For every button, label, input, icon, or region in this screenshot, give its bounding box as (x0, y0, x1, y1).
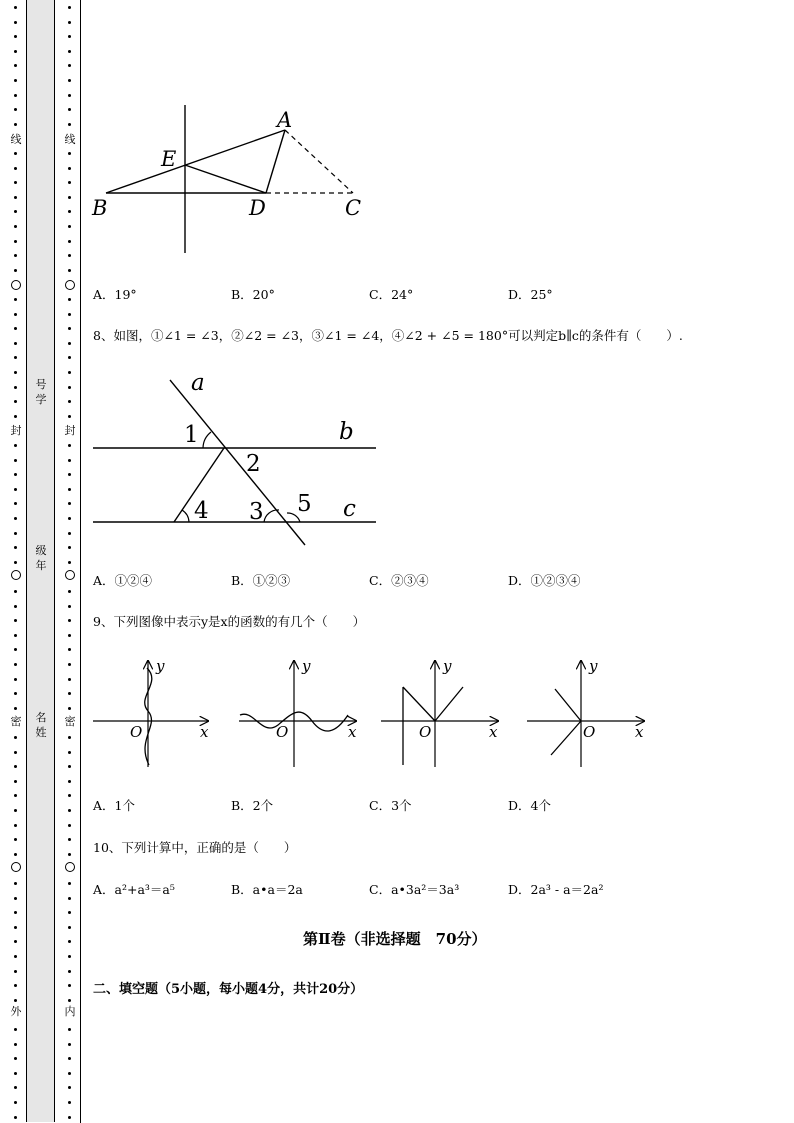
binding-dot (14, 736, 17, 739)
binding-dot (14, 955, 17, 958)
binding-dot (14, 35, 17, 38)
outer-dotted-line (12, 0, 22, 1123)
binding-dot (14, 502, 17, 505)
outer-mark-wai: 外 (10, 1005, 22, 1018)
binding-dot (14, 21, 17, 24)
outer-circle (11, 862, 21, 872)
binding-margin (0, 0, 82, 1123)
binding-dot (14, 94, 17, 97)
q7-label-E: E (161, 147, 177, 171)
binding-dot (68, 1043, 71, 1046)
binding-dot (14, 940, 17, 943)
binding-dot (14, 546, 17, 549)
binding-dot (14, 79, 17, 82)
q8-label-c: c (343, 496, 356, 522)
binding-dot (14, 561, 17, 564)
binding-dot (14, 327, 17, 330)
binding-dot (14, 590, 17, 593)
binding-dot (68, 108, 71, 111)
q8-label-3: 3 (249, 499, 264, 525)
binding-dot (68, 853, 71, 856)
binding-dot (68, 984, 71, 987)
binding-dot (68, 780, 71, 783)
outer-mark-xian: 线 (10, 133, 22, 146)
binding-dot (14, 123, 17, 126)
q10-option-b[interactable]: B．a•a＝2a (231, 882, 303, 897)
binding-dot (68, 254, 71, 257)
binding-dot (14, 999, 17, 1002)
binding-dot (68, 634, 71, 637)
label-student-id: 号学 (35, 378, 47, 406)
q9-g1-o: O (130, 723, 143, 741)
binding-dot (14, 1043, 17, 1046)
q9-graph-3 (378, 655, 503, 770)
binding-dot (14, 663, 17, 666)
binding-dot (14, 400, 17, 403)
q8-option-a[interactable]: A．①②④ (93, 573, 153, 588)
binding-dot (68, 1057, 71, 1060)
binding-dot (68, 327, 71, 330)
binding-dot (14, 210, 17, 213)
q9-option-b[interactable]: B．2个 (231, 798, 274, 813)
binding-dot (14, 371, 17, 374)
binding-dot (14, 473, 17, 476)
binding-dot (14, 386, 17, 389)
binding-dot (14, 634, 17, 637)
binding-dot (68, 459, 71, 462)
binding-dot (14, 984, 17, 987)
q9-g3-o: O (419, 723, 432, 741)
binding-dot (68, 707, 71, 710)
binding-dot (68, 897, 71, 900)
binding-dot (68, 123, 71, 126)
binding-dot (68, 809, 71, 812)
binding-dot (68, 488, 71, 491)
q8-option-b[interactable]: B．①②③ (231, 573, 291, 588)
q8-stem: 8、如图，①∠1 = ∠3，②∠2 = ∠3，③∠1 = ∠4，④∠2 + ∠5 = 180°可以判定b∥c的条件有（ ）. (93, 328, 683, 343)
binding-dot (68, 444, 71, 447)
q9-option-c[interactable]: C．3个 (369, 798, 412, 813)
outer-circle (11, 570, 21, 580)
binding-dot (68, 50, 71, 53)
binding-dot (68, 648, 71, 651)
binding-dot (14, 488, 17, 491)
binding-dot (68, 502, 71, 505)
binding-dot (68, 298, 71, 301)
binding-dot (14, 532, 17, 535)
q7-label-A: A (277, 108, 293, 132)
binding-dot (68, 400, 71, 403)
binding-dot (14, 1057, 17, 1060)
binding-dot (68, 751, 71, 754)
binding-dot (14, 196, 17, 199)
binding-dot (68, 999, 71, 1002)
q7-option-d[interactable]: D．25° (508, 287, 553, 302)
binding-dot (68, 955, 71, 958)
q9-graph-2 (236, 655, 361, 770)
binding-dot (68, 240, 71, 243)
binding-dot (68, 386, 71, 389)
binding-dot (14, 780, 17, 783)
q9-g4-o: O (583, 723, 596, 741)
binding-dot (14, 692, 17, 695)
binding-dot (68, 21, 71, 24)
inner-circle (65, 862, 75, 872)
outer-mark-mi: 密 (10, 715, 22, 728)
binding-dot (68, 6, 71, 9)
binding-dot (14, 108, 17, 111)
binding-dot (14, 313, 17, 316)
binding-dot (14, 751, 17, 754)
q9-g2-o: O (276, 723, 289, 741)
binding-dot (14, 225, 17, 228)
q9-g4-y: y (589, 657, 598, 675)
binding-dot (14, 342, 17, 345)
label-name: 名姓 (35, 711, 47, 739)
binding-dot (14, 517, 17, 520)
binding-dot (68, 473, 71, 476)
inner-mark-mi: 密 (64, 715, 76, 728)
q9-graph-1 (90, 655, 215, 770)
binding-dot (14, 765, 17, 768)
binding-dot (68, 371, 71, 374)
binding-dot (68, 940, 71, 943)
binding-dot (14, 459, 17, 462)
binding-dot (68, 1116, 71, 1119)
binding-dot (14, 269, 17, 272)
binding-dot (14, 824, 17, 827)
binding-dot (68, 94, 71, 97)
binding-dot (68, 225, 71, 228)
binding-dot (68, 838, 71, 841)
binding-dot (68, 313, 71, 316)
binding-dot (68, 561, 71, 564)
q8-label-5: 5 (297, 491, 312, 517)
q9-graph-4 (524, 655, 649, 770)
inner-mark-nei: 内 (64, 1005, 76, 1018)
binding-dot (14, 444, 17, 447)
binding-dot (14, 838, 17, 841)
binding-dot (14, 853, 17, 856)
q8-figure (90, 368, 385, 548)
q7-label-D: D (249, 196, 266, 220)
binding-dot (14, 415, 17, 418)
binding-dot (14, 926, 17, 929)
binding-dot (68, 970, 71, 973)
binding-dot (68, 546, 71, 549)
q9-g3-x: x (489, 723, 498, 741)
binding-dot (68, 605, 71, 608)
binding-dot (14, 897, 17, 900)
binding-dot (14, 1072, 17, 1075)
binding-dot (68, 415, 71, 418)
q8-option-c[interactable]: C．②③④ (369, 573, 429, 588)
binding-dot (14, 167, 17, 170)
q9-g1-x: x (200, 723, 209, 741)
q7-option-a[interactable]: A．19° (93, 287, 137, 302)
binding-dot (68, 532, 71, 535)
binding-dot (14, 181, 17, 184)
binding-dot (14, 794, 17, 797)
binding-dot (14, 809, 17, 812)
binding-dot (68, 1028, 71, 1031)
binding-dot (68, 167, 71, 170)
binding-dot (14, 6, 17, 9)
q10-option-c[interactable]: C．a•3a²＝3a³ (369, 882, 460, 897)
q8-option-d[interactable]: D．①②③④ (508, 573, 581, 588)
inner-circle (65, 570, 75, 580)
binding-dot (68, 736, 71, 739)
outer-circle (11, 280, 21, 290)
q9-g1-y: y (156, 657, 165, 675)
q9-g3-y: y (443, 657, 452, 675)
binding-dot (14, 356, 17, 359)
binding-dot (14, 882, 17, 885)
binding-dot (68, 590, 71, 593)
q8-label-2: 2 (246, 451, 261, 477)
binding-dot (14, 1086, 17, 1089)
binding-dot (68, 926, 71, 929)
q9-g2-x: x (348, 723, 357, 741)
binding-dot (68, 517, 71, 520)
q7-option-c[interactable]: C．24° (369, 287, 414, 302)
q7-option-b[interactable]: B．20° (231, 287, 275, 302)
q8-label-1: 1 (184, 422, 199, 448)
binding-dot (14, 64, 17, 67)
binding-rule (80, 0, 81, 1123)
inner-mark-feng: 封 (64, 424, 76, 437)
binding-dot (14, 619, 17, 622)
q7-label-B: B (92, 196, 108, 220)
binding-dot (14, 970, 17, 973)
q10-option-a[interactable]: A．a²+a³＝a⁵ (93, 882, 175, 897)
q9-g2-y: y (302, 657, 311, 675)
binding-dot (68, 765, 71, 768)
binding-dot (14, 1028, 17, 1031)
binding-dot (68, 794, 71, 797)
binding-dot (68, 692, 71, 695)
q9-option-d[interactable]: D．4个 (508, 798, 551, 813)
binding-dot (68, 911, 71, 914)
part2-title: 第Ⅱ卷（非选择题 70分） (303, 930, 487, 948)
binding-dot (68, 824, 71, 827)
binding-dot (68, 882, 71, 885)
inner-circle (65, 280, 75, 290)
label-grade: 级年 (35, 544, 47, 572)
section-fill-in-heading: 二、填空题（5小题，每小题4分，共计20分） (93, 982, 364, 997)
binding-dot (14, 911, 17, 914)
binding-dot (68, 210, 71, 213)
q9-option-a[interactable]: A．1个 (93, 798, 135, 813)
q9-g4-x: x (635, 723, 644, 741)
binding-dot (68, 35, 71, 38)
binding-dot (68, 1086, 71, 1089)
q7-label-C: C (345, 196, 362, 220)
binding-dot (14, 50, 17, 53)
q8-label-a: a (191, 370, 205, 396)
outer-mark-feng: 封 (10, 424, 22, 437)
binding-dot (68, 619, 71, 622)
q8-label-b: b (339, 419, 354, 445)
binding-dot (14, 298, 17, 301)
binding-dot (68, 79, 71, 82)
binding-dot (14, 605, 17, 608)
binding-dot (14, 648, 17, 651)
binding-dot (14, 1116, 17, 1119)
binding-dot (68, 1072, 71, 1075)
binding-dot (68, 269, 71, 272)
q10-stem: 10、下列计算中，正确的是（ ） (93, 840, 297, 855)
binding-dot (68, 64, 71, 67)
inner-dotted-line (66, 0, 76, 1123)
binding-dot (14, 152, 17, 155)
inner-mark-xian: 线 (64, 133, 76, 146)
binding-dot (14, 707, 17, 710)
binding-dot (14, 240, 17, 243)
binding-dot (68, 356, 71, 359)
binding-dot (14, 1101, 17, 1104)
binding-dot (68, 196, 71, 199)
binding-dot (68, 181, 71, 184)
binding-dot (68, 1101, 71, 1104)
binding-dot (14, 678, 17, 681)
binding-dot (68, 678, 71, 681)
binding-dot (68, 342, 71, 345)
q7-figure (88, 105, 378, 260)
binding-dot (68, 663, 71, 666)
binding-dot (14, 254, 17, 257)
binding-dot (68, 152, 71, 155)
q9-stem: 9、下列图像中表示y是x的函数的有几个（ ） (93, 614, 366, 629)
q10-option-d[interactable]: D．2a³ - a＝2a² (508, 882, 604, 897)
q8-label-4: 4 (194, 498, 209, 524)
